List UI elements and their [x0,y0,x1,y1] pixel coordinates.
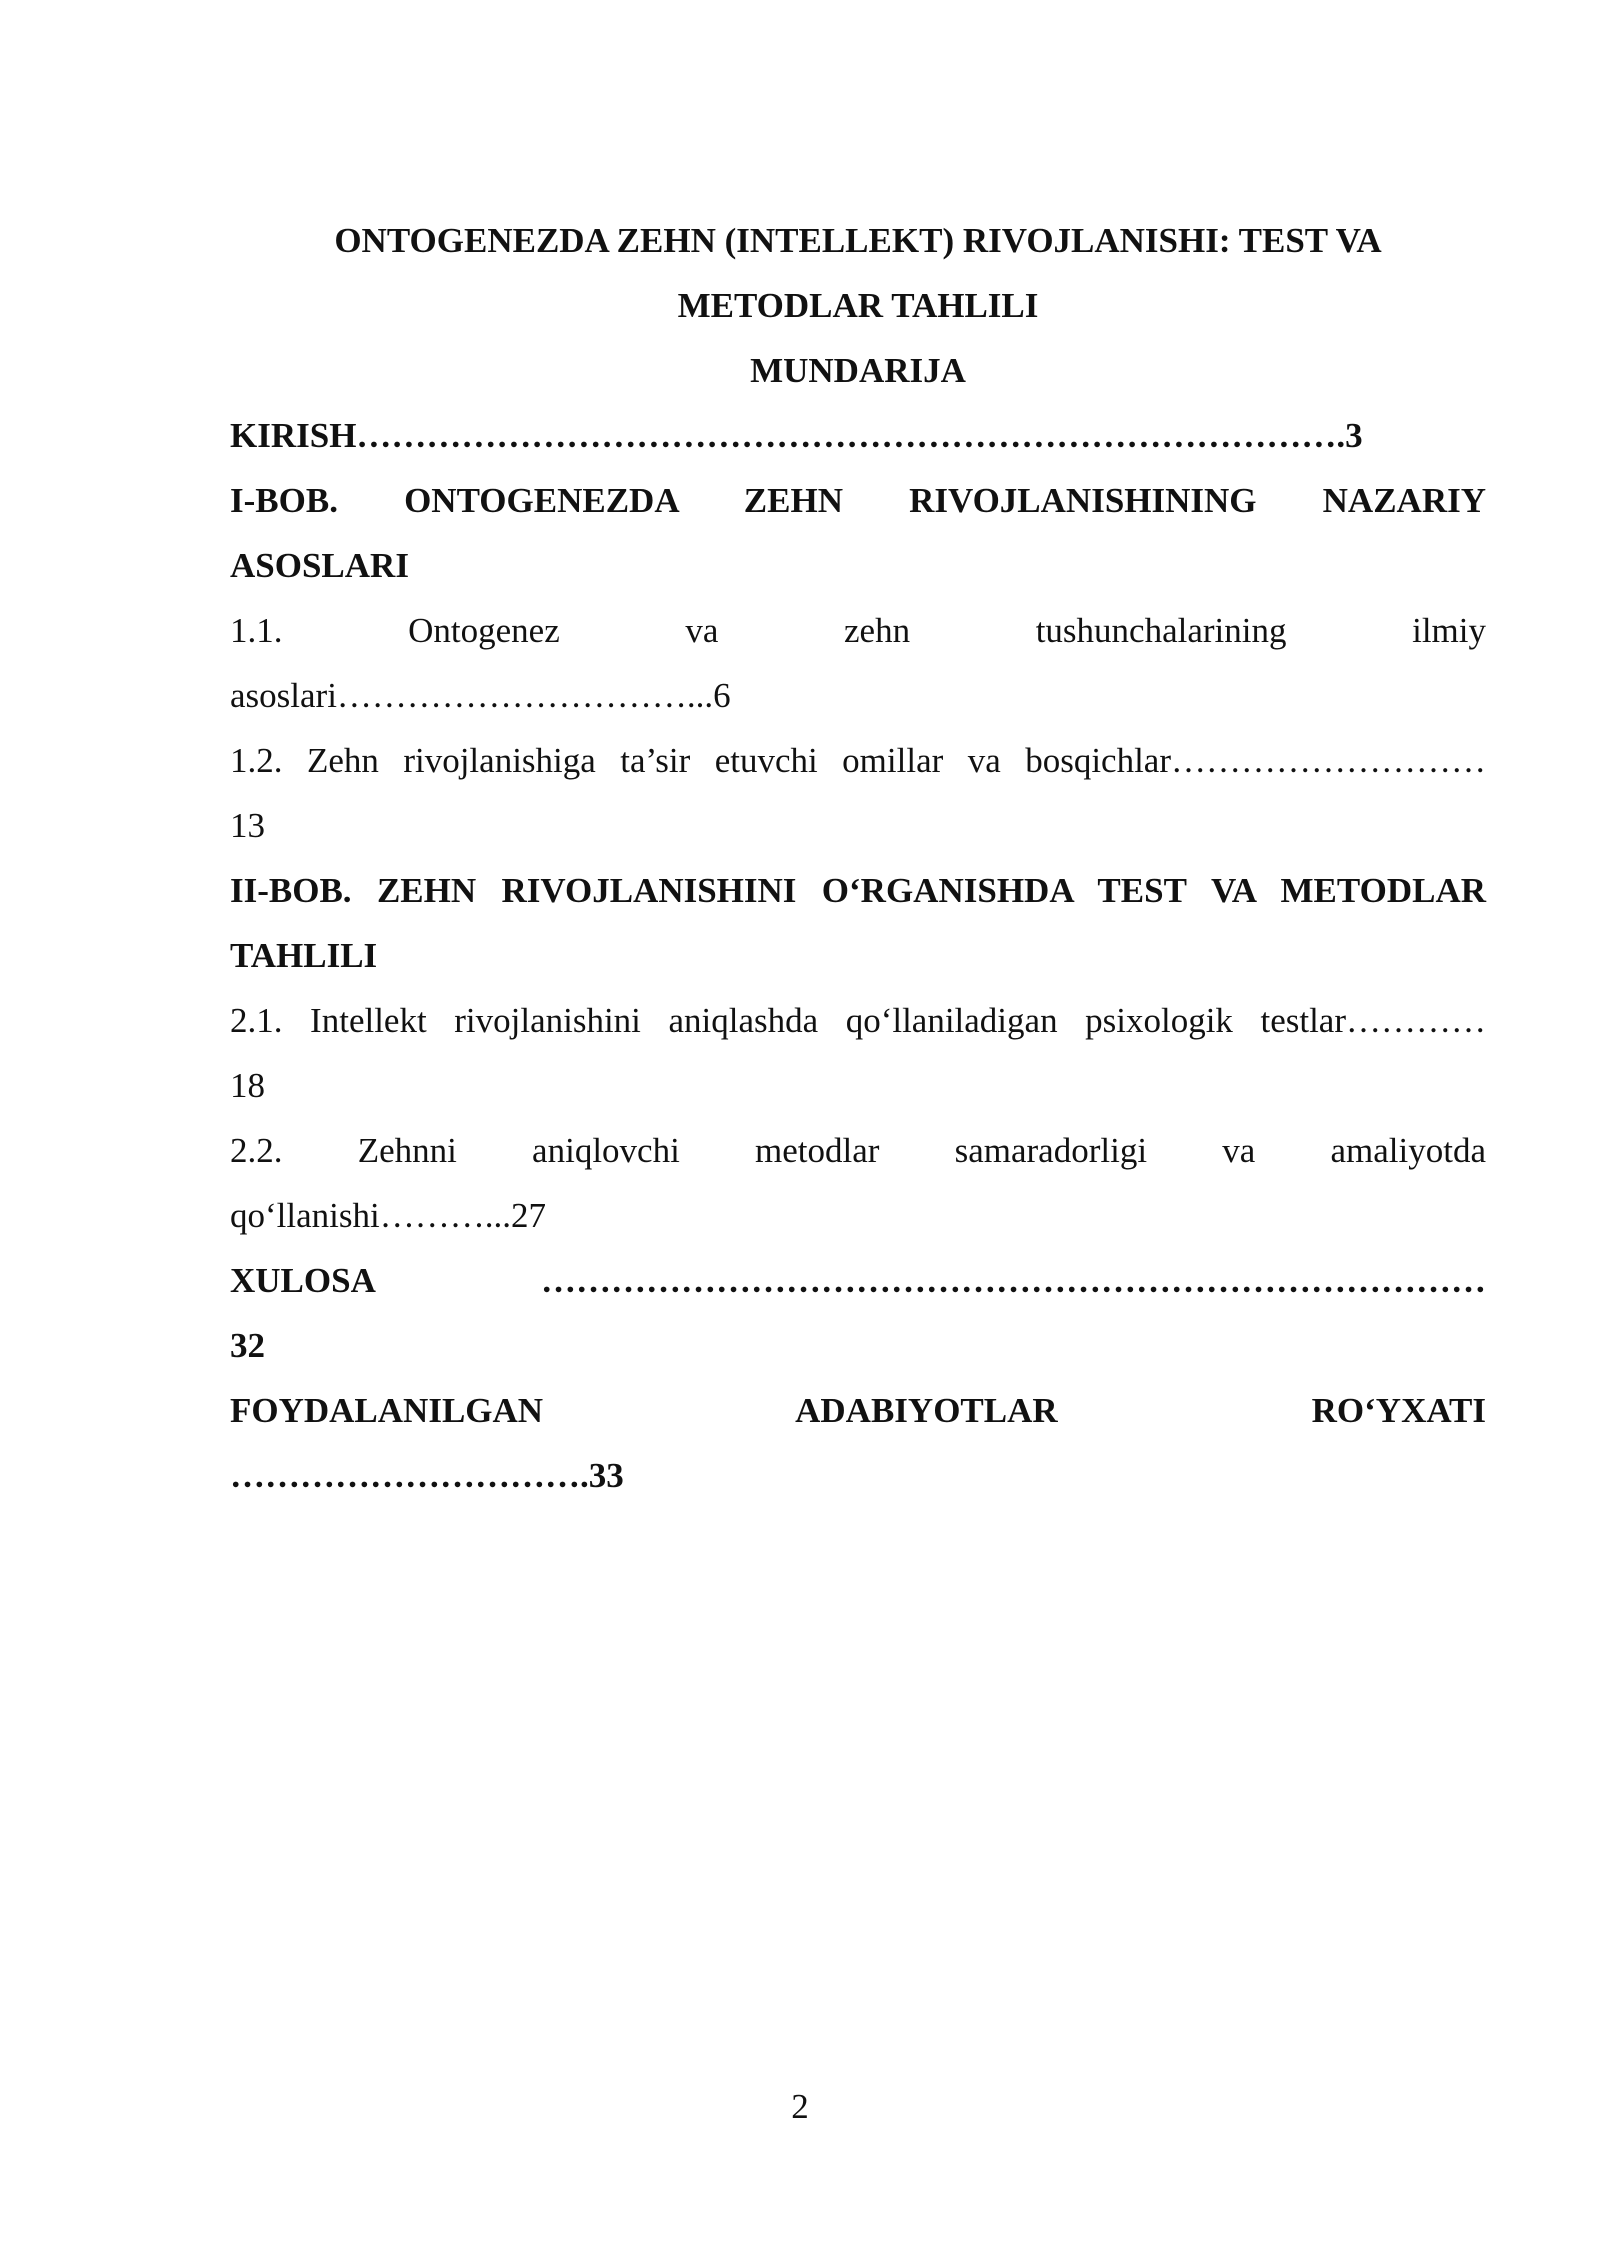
toc-entry-kirish[interactable] [230,403,1486,468]
toc-entry-section-1-1[interactable] [230,598,1486,728]
toc-entry-section-1-2[interactable] [230,728,1486,858]
toc-entry-section-2-2[interactable] [230,1118,1486,1248]
toc-entry-text-continued: TAHLILI [230,936,378,975]
toc-entry-section-2-1[interactable] [230,988,1486,1118]
toc-entry-page: 32 [230,1326,265,1365]
toc-heading: MUNDARIJA [750,351,966,390]
document-title-line-1: ONTOGENEZDA ZEHN (INTELLEKT) RIVOJLANISHI: TEST VA [334,221,1382,260]
toc-entry-chapter-2[interactable] [230,858,1486,988]
document-content [230,208,1486,1508]
toc-entry-page: 13 [230,806,265,845]
toc-entry-text: FOYDALANILGAN ADABIYOTLAR RO‘YXATI [230,1391,1486,1430]
toc-entry-text-continued: qo‘llanishi………...27 [230,1196,546,1235]
toc-entry-text: XULOSA ……………………………………………………………………… [230,1261,1486,1300]
toc-entry-text: 1.2. Zehn rivojlanishiga ta’sir etuvchi omillar va bosqichlar……………………… [230,741,1486,780]
toc-entry-text-continued: asoslari…………………………...6 [230,676,731,715]
document-title-line-2: METODLAR TAHLILI [677,286,1039,325]
toc-entry-text-continued: ………………………….33 [230,1456,624,1495]
toc-entry-text: 1.1. Ontogenez va zehn tushunchalarining ilmiy [230,611,1486,650]
toc-entry-page: 18 [230,1066,265,1105]
toc-entry-text-continued: ASOSLARI [230,546,409,585]
toc-entry-text: II-BOB. ZEHN RIVOJLANISHINI O‘RGANISHDA TEST VA METODLAR [230,871,1486,910]
page-number: 2 [791,2087,809,2126]
toc-entry-references[interactable] [230,1378,1486,1508]
toc-entry-text: KIRISH………………………………………………………………………….3 [230,416,1363,455]
toc-entry-conclusion[interactable] [230,1248,1486,1378]
toc-entry-text: 2.1. Intellekt rivojlanishini aniqlashda qo‘llaniladigan psixologik testlar………… [230,1001,1486,1040]
toc-entry-chapter-1[interactable] [230,468,1486,598]
toc-entry-text: I-BOB. ONTOGENEZDA ZEHN RIVOJLANISHINING NAZARIY [230,481,1486,520]
toc-entry-text: 2.2. Zehnni aniqlovchi metodlar samaradorligi va amaliyotda [230,1131,1486,1170]
